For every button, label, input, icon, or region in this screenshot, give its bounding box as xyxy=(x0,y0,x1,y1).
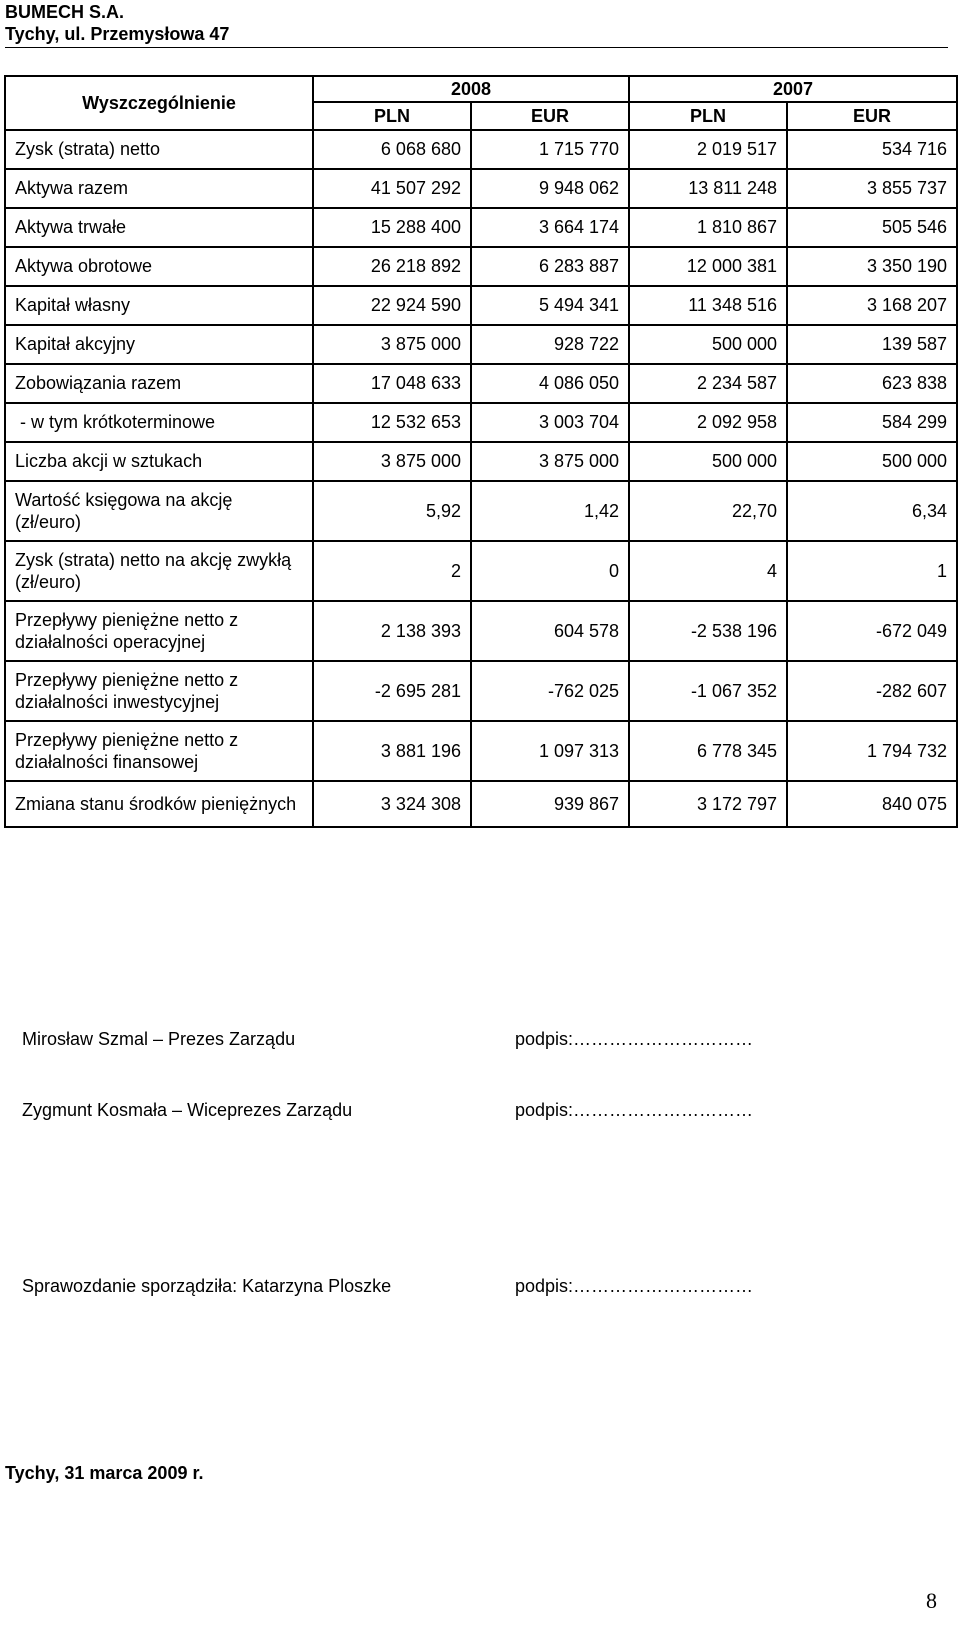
table-body xyxy=(5,130,957,827)
table-row xyxy=(5,601,957,661)
year-header-2008: 2008 xyxy=(313,76,629,102)
row-value: 13 811 248 xyxy=(629,169,787,208)
table-row xyxy=(5,364,957,403)
row-value: 3 875 000 xyxy=(313,325,471,364)
signature-name: Zygmunt Kosmała – Wiceprezes Zarządu xyxy=(22,1100,353,1120)
row-value: 6 283 887 xyxy=(471,247,629,286)
row-value: 939 867 xyxy=(471,781,629,827)
table-row xyxy=(5,661,957,721)
row-value: 3 881 196 xyxy=(313,721,471,781)
row-value: 9 948 062 xyxy=(471,169,629,208)
row-value: 1 097 313 xyxy=(471,721,629,781)
row-value: -672 049 xyxy=(787,601,957,661)
row-value: 505 546 xyxy=(787,208,957,247)
row-value: 3 664 174 xyxy=(471,208,629,247)
row-value: 3 875 000 xyxy=(471,442,629,481)
table-row xyxy=(5,130,957,169)
row-value: 623 838 xyxy=(787,364,957,403)
row-value: 928 722 xyxy=(471,325,629,364)
row-value: -762 025 xyxy=(471,661,629,721)
row-value: -2 538 196 xyxy=(629,601,787,661)
row-label: Kapitał akcyjny xyxy=(5,325,313,364)
row-value: 500 000 xyxy=(787,442,957,481)
row-value: 2 138 393 xyxy=(313,601,471,661)
row-value: 2 092 958 xyxy=(629,403,787,442)
table-row xyxy=(5,721,957,781)
row-label: Zmiana stanu środków pieniężnych xyxy=(5,781,313,827)
table-row xyxy=(5,208,957,247)
row-value: 584 299 xyxy=(787,403,957,442)
description-header: Wyszczególnienie xyxy=(5,76,313,130)
row-label: Kapitał własny xyxy=(5,286,313,325)
company-address: Tychy, ul. Przemysłowa 47 xyxy=(5,24,230,44)
signature-name: Sprawozdanie sporządziła: Katarzyna Ploszke xyxy=(22,1276,392,1296)
financial-table xyxy=(4,75,958,828)
table-row xyxy=(5,442,957,481)
currency-header: EUR xyxy=(471,102,629,130)
currency-header: PLN xyxy=(313,102,471,130)
row-value: 3 855 737 xyxy=(787,169,957,208)
table-row xyxy=(5,247,957,286)
row-value: 500 000 xyxy=(629,325,787,364)
row-value: 1 715 770 xyxy=(471,130,629,169)
row-label: Zysk (strata) netto xyxy=(5,130,313,169)
row-label: Zobowiązania razem xyxy=(5,364,313,403)
row-value: 1,42 xyxy=(471,481,629,541)
row-value: 15 288 400 xyxy=(313,208,471,247)
row-value: 22 924 590 xyxy=(313,286,471,325)
row-value: 12 532 653 xyxy=(313,403,471,442)
table-row xyxy=(5,781,957,827)
row-value: 3 324 308 xyxy=(313,781,471,827)
row-value: 26 218 892 xyxy=(313,247,471,286)
row-value: 1 xyxy=(787,541,957,601)
row-label: Liczba akcji w sztukach xyxy=(5,442,313,481)
row-value: -2 695 281 xyxy=(313,661,471,721)
table-row xyxy=(5,403,957,442)
row-label: Przepływy pieniężne netto z działalności finansowej xyxy=(5,721,313,781)
year-header-2007: 2007 xyxy=(629,76,957,102)
row-value: 5,92 xyxy=(313,481,471,541)
row-value: 11 348 516 xyxy=(629,286,787,325)
row-label: Wartość księgowa na akcję (zł/euro) xyxy=(5,481,313,541)
row-value: 17 048 633 xyxy=(313,364,471,403)
row-value: 1 810 867 xyxy=(629,208,787,247)
signature-line: podpis:………………………… xyxy=(515,1100,754,1120)
row-value: 604 578 xyxy=(471,601,629,661)
table-row xyxy=(5,169,957,208)
row-value: 139 587 xyxy=(787,325,957,364)
row-value: 4 xyxy=(629,541,787,601)
currency-header: PLN xyxy=(629,102,787,130)
row-value: 6 778 345 xyxy=(629,721,787,781)
row-value: 41 507 292 xyxy=(313,169,471,208)
row-label: Aktywa obrotowe xyxy=(5,247,313,286)
place-date: Tychy, 31 marca 2009 r. xyxy=(5,1463,204,1483)
row-value: 3 875 000 xyxy=(313,442,471,481)
row-label: Aktywa razem xyxy=(5,169,313,208)
row-value: 500 000 xyxy=(629,442,787,481)
header-divider xyxy=(5,47,948,48)
row-value: 2 234 587 xyxy=(629,364,787,403)
row-value: 3 350 190 xyxy=(787,247,957,286)
row-value: 6,34 xyxy=(787,481,957,541)
signature-line: podpis:………………………… xyxy=(515,1029,754,1049)
page-number: 8 xyxy=(926,1588,937,1613)
row-label: Przepływy pieniężne netto z działalności inwestycyjnej xyxy=(5,661,313,721)
row-value: 4 086 050 xyxy=(471,364,629,403)
row-value: 2 019 517 xyxy=(629,130,787,169)
row-label: - w tym krótkoterminowe xyxy=(5,403,313,442)
signature-line: podpis:………………………… xyxy=(515,1276,754,1296)
table-row xyxy=(5,286,957,325)
currency-header: EUR xyxy=(787,102,957,130)
row-value: -1 067 352 xyxy=(629,661,787,721)
row-value: -282 607 xyxy=(787,661,957,721)
table-row xyxy=(5,541,957,601)
row-value: 3 172 797 xyxy=(629,781,787,827)
signature-name: Mirosław Szmal – Prezes Zarządu xyxy=(22,1029,296,1049)
row-value: 3 168 207 xyxy=(787,286,957,325)
company-name: BUMECH S.A. xyxy=(5,2,125,22)
row-label: Aktywa trwałe xyxy=(5,208,313,247)
row-label: Przepływy pieniężne netto z działalności operacyjnej xyxy=(5,601,313,661)
row-label: Zysk (strata) netto na akcję zwykłą (zł/euro) xyxy=(5,541,313,601)
row-value: 1 794 732 xyxy=(787,721,957,781)
row-value: 5 494 341 xyxy=(471,286,629,325)
table-row xyxy=(5,481,957,541)
row-value: 3 003 704 xyxy=(471,403,629,442)
row-value: 840 075 xyxy=(787,781,957,827)
row-value: 2 xyxy=(313,541,471,601)
table-row xyxy=(5,325,957,364)
row-value: 22,70 xyxy=(629,481,787,541)
row-value: 534 716 xyxy=(787,130,957,169)
row-value: 12 000 381 xyxy=(629,247,787,286)
row-value: 6 068 680 xyxy=(313,130,471,169)
row-value: 0 xyxy=(471,541,629,601)
